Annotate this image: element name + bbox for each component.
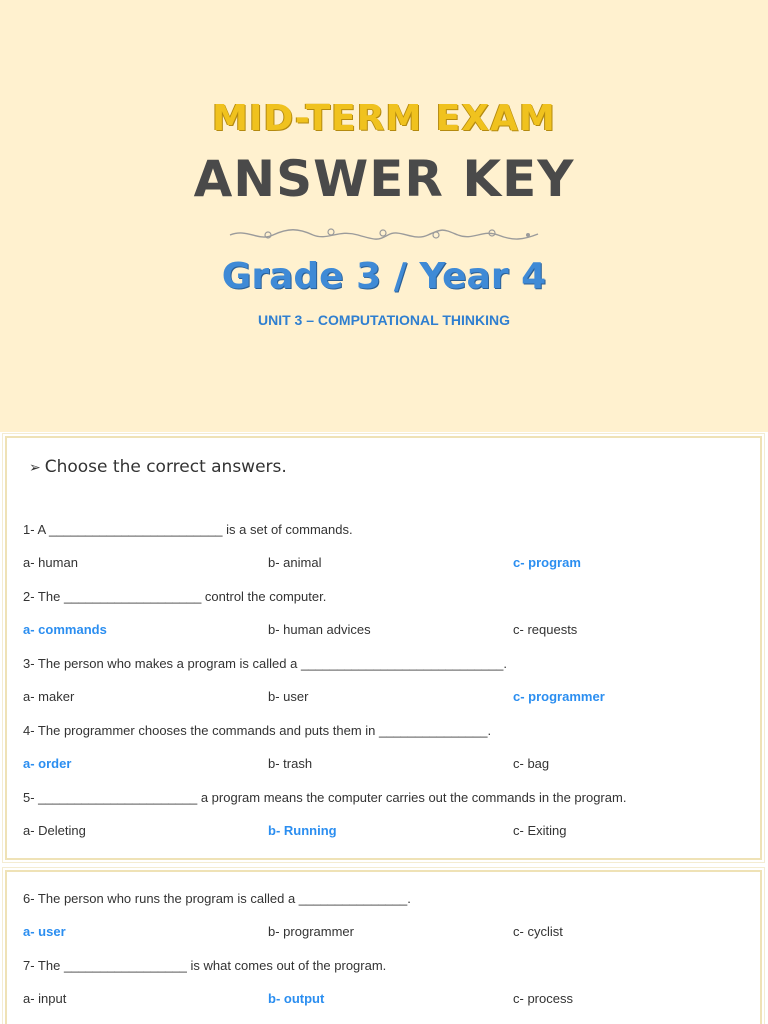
answer-option: b- programmer bbox=[268, 924, 354, 939]
ornamental-divider bbox=[228, 224, 540, 246]
answer-key-title: ANSWER KEY bbox=[193, 150, 575, 208]
section-heading-text: Choose the correct answers. bbox=[44, 457, 287, 477]
correct-answer-option: b- output bbox=[268, 991, 325, 1006]
answer-option: b- human advices bbox=[268, 622, 371, 637]
answer-option: c- process bbox=[513, 991, 573, 1006]
answer-option: a- maker bbox=[23, 689, 75, 704]
answer-option: c- Exiting bbox=[513, 823, 567, 838]
answer-option: c- cyclist bbox=[513, 924, 563, 939]
answer-option: c- requests bbox=[513, 622, 578, 637]
correct-answer-option: c- programmer bbox=[513, 689, 605, 704]
question-text: 5- ______________________ a program means the computer carries out the commands in the program. bbox=[23, 790, 627, 805]
answer-option: b- user bbox=[268, 689, 309, 704]
unit-title: UNIT 3 – COMPUTATIONAL THINKING bbox=[258, 312, 510, 328]
answer-option: b- trash bbox=[268, 756, 313, 771]
question-text: 7- The _________________ is what comes out of the program. bbox=[23, 958, 387, 973]
answers-box-1 bbox=[5, 436, 762, 860]
exam-title: MID-TERM EXAM bbox=[212, 98, 556, 139]
answer-option: a- Deleting bbox=[23, 823, 86, 838]
correct-answer-option: a- user bbox=[23, 924, 66, 939]
grade-title: Grade 3 / Year 4 bbox=[221, 256, 547, 297]
question-text: 4- The programmer chooses the commands and puts them in _______________. bbox=[23, 723, 492, 738]
question-text: 2- The ___________________ control the computer. bbox=[23, 589, 327, 604]
answer-option: b- animal bbox=[268, 555, 322, 570]
answers-box-2 bbox=[5, 870, 762, 1024]
cover-page bbox=[0, 0, 768, 432]
correct-answer-option: a- order bbox=[23, 756, 72, 771]
section-heading bbox=[29, 457, 287, 477]
answer-option: c- bag bbox=[513, 756, 550, 771]
question-text: 6- The person who runs the program is called a _______________. bbox=[23, 891, 411, 906]
answer-option: a- input bbox=[23, 991, 67, 1006]
correct-answer-option: a- commands bbox=[23, 622, 107, 637]
answer-option: a- human bbox=[23, 555, 78, 570]
correct-answer-option: c- program bbox=[513, 555, 581, 570]
question-text: 3- The person who makes a program is called a ____________________________. bbox=[23, 656, 508, 671]
arrow-bullet-icon: ➢ bbox=[29, 460, 41, 476]
correct-answer-option: b- Running bbox=[268, 823, 337, 838]
question-text: 1- A ________________________ is a set of commands. bbox=[23, 522, 353, 537]
